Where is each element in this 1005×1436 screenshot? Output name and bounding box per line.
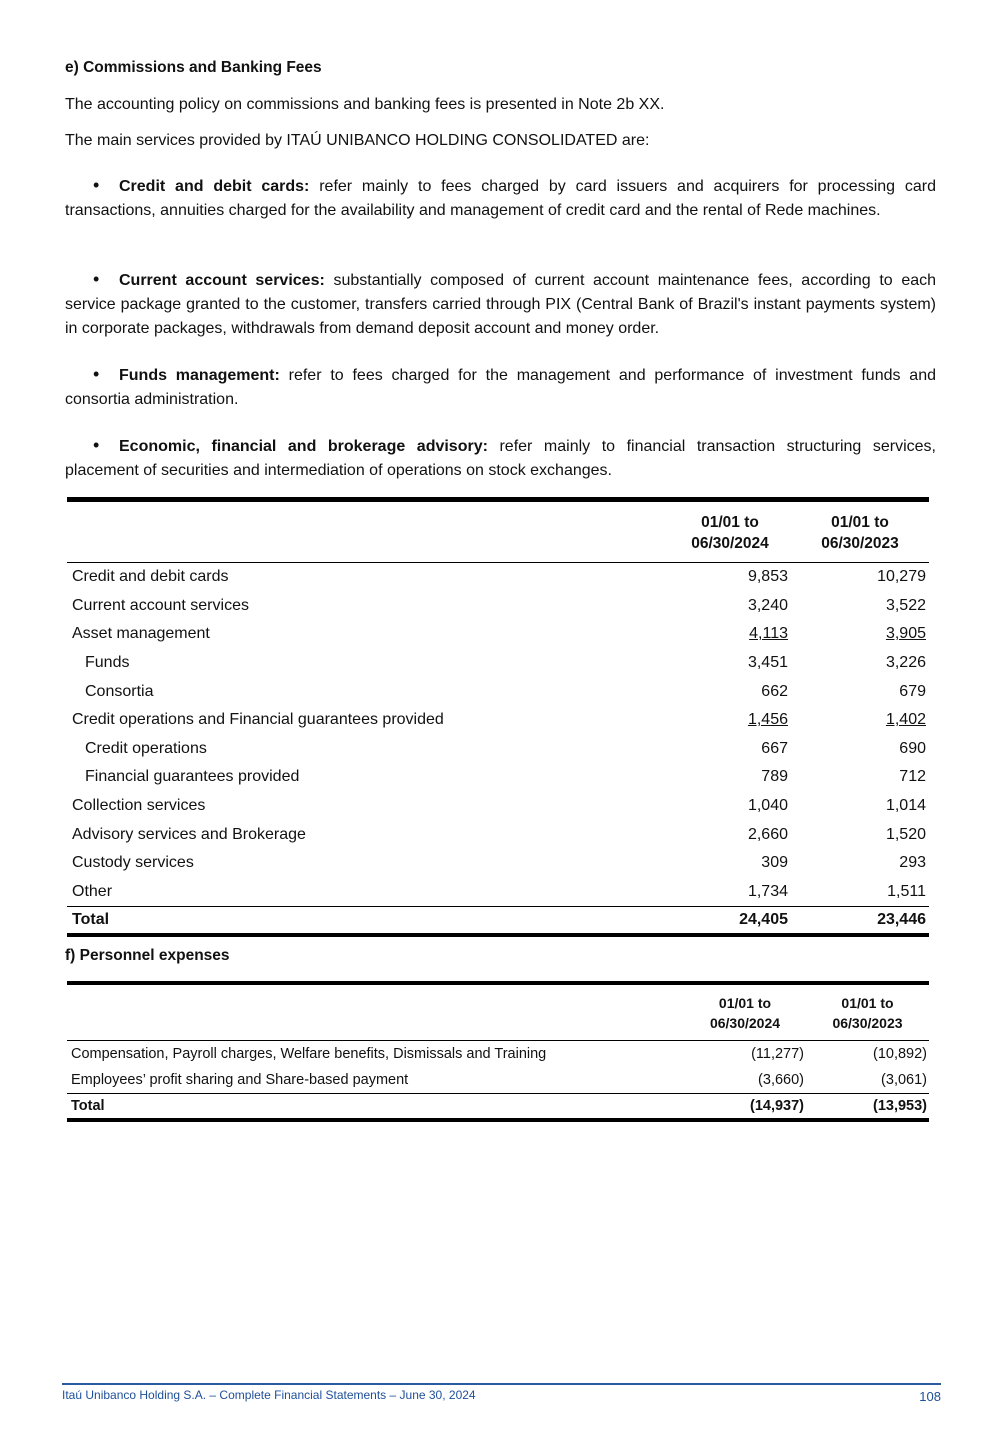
table-row bbox=[67, 592, 929, 621]
row-label: Credit operations and Financial guarantees provided bbox=[72, 711, 444, 729]
value-2023: 1,014 bbox=[885, 797, 926, 815]
table-row bbox=[67, 649, 929, 678]
value-2023: 3,905 bbox=[885, 625, 926, 643]
row-label: Employees’ profit sharing and Share-based payment bbox=[71, 1072, 409, 1088]
row-label: Consortia bbox=[85, 682, 154, 700]
value-2024: 1,456 bbox=[747, 711, 788, 729]
bullet-funds-management bbox=[65, 362, 936, 412]
footer-text: Itaú Unibanco Holding S.A. – Complete Financial Statements – June 30, 2024 bbox=[62, 1388, 476, 1402]
value-2024: 309 bbox=[761, 854, 788, 872]
header-blank bbox=[67, 983, 684, 1041]
value-2024: 4,113 bbox=[749, 625, 788, 643]
bullet-term: Current account services: bbox=[119, 272, 325, 289]
bullet-text: refer to fees charged for the management and performance of investment funds and consortia administration. bbox=[65, 367, 936, 408]
value-2023: 3,522 bbox=[885, 596, 926, 614]
table-row bbox=[67, 820, 929, 849]
row-label: Financial guarantees provided bbox=[85, 768, 300, 786]
bullet-term: Economic, financial and brokerage advisory: bbox=[119, 438, 488, 455]
value-2024: 789 bbox=[761, 768, 788, 786]
commissions-fees-table bbox=[67, 497, 929, 937]
value-2024: 3,451 bbox=[747, 654, 788, 672]
row-label: Custody services bbox=[72, 854, 194, 872]
value-2023: 293 bbox=[899, 854, 926, 872]
column-header-2023: 01/01 to 06/30/2023 bbox=[821, 514, 899, 552]
row-label: Current account services bbox=[72, 596, 249, 614]
value-2024: 9,853 bbox=[747, 568, 788, 586]
value-2024: 3,240 bbox=[747, 596, 788, 614]
total-label: Total bbox=[71, 1098, 105, 1114]
column-header-2024: 01/01 to 06/30/2024 bbox=[709, 995, 781, 1031]
table-row bbox=[67, 792, 929, 821]
row-label: Credit operations bbox=[85, 739, 207, 757]
bullet-term: Funds management: bbox=[119, 367, 280, 384]
table-row bbox=[67, 620, 929, 649]
table-header-row bbox=[67, 500, 929, 563]
table-total-row bbox=[67, 1094, 929, 1121]
table-row bbox=[67, 563, 929, 592]
bullet-dot: • bbox=[93, 269, 100, 289]
value-2023: 10,279 bbox=[877, 568, 926, 586]
table-row bbox=[67, 878, 929, 907]
header-blank bbox=[67, 500, 669, 563]
row-label: Asset management bbox=[72, 625, 210, 643]
section-f-title: f) Personnel expenses bbox=[65, 947, 230, 964]
bullet-dot: • bbox=[93, 175, 100, 195]
bullet-dot: • bbox=[93, 435, 100, 455]
value-2023: 1,402 bbox=[885, 711, 926, 729]
table-row bbox=[67, 849, 929, 878]
column-header-2024: 01/01 to 06/30/2024 bbox=[691, 514, 769, 552]
value-2023: 1,511 bbox=[887, 882, 926, 900]
value-2023: (10,892) bbox=[872, 1046, 927, 1062]
bullet-text: refer mainly to financial transaction structuring services, placement of securities and intermediation of operations on stock exchanges. bbox=[65, 438, 936, 479]
value-2024: 1,040 bbox=[747, 797, 788, 815]
table-row bbox=[67, 1041, 929, 1068]
table-row bbox=[67, 735, 929, 764]
value-2023: 712 bbox=[899, 768, 926, 786]
row-label: Compensation, Payroll charges, Welfare benefits, Dismissals and Training bbox=[71, 1046, 547, 1062]
total-2023: (13,953) bbox=[872, 1098, 927, 1114]
bullet-advisory bbox=[65, 433, 936, 483]
value-2024: (11,277) bbox=[751, 1046, 804, 1062]
section-e-paragraph-1: The accounting policy on commissions and banking fees is presented in Note 2b XX. bbox=[65, 96, 665, 113]
value-2024: 1,734 bbox=[747, 882, 788, 900]
bullet-credit-debit-cards bbox=[65, 173, 936, 223]
row-label: Other bbox=[72, 882, 113, 900]
bullet-current-account-services bbox=[65, 267, 936, 341]
value-2024: 2,660 bbox=[747, 825, 788, 843]
value-2023: 679 bbox=[899, 682, 926, 700]
row-label: Credit and debit cards bbox=[72, 568, 229, 586]
total-2024: (14,937) bbox=[749, 1098, 804, 1114]
table-row bbox=[67, 763, 929, 792]
table-row bbox=[67, 706, 929, 735]
row-label: Funds bbox=[85, 654, 130, 672]
table-row bbox=[67, 677, 929, 706]
bullet-term: Credit and debit cards: bbox=[119, 178, 310, 195]
value-2023: 690 bbox=[899, 739, 926, 757]
table-total-row bbox=[67, 907, 929, 936]
value-2023: 1,520 bbox=[885, 825, 926, 843]
table-row bbox=[67, 1067, 929, 1094]
row-label: Collection services bbox=[72, 797, 206, 815]
section-e-paragraph-2: The main services provided by ITAÚ UNIBANCO HOLDING CONSOLIDATED are: bbox=[65, 132, 650, 149]
column-header-2023: 01/01 to 06/30/2023 bbox=[832, 995, 903, 1031]
value-2024: 667 bbox=[761, 739, 788, 757]
value-2024: 662 bbox=[761, 682, 788, 700]
value-2023: (3,061) bbox=[881, 1072, 927, 1088]
total-2024: 24,405 bbox=[739, 911, 788, 929]
bullet-text: refer mainly to fees charged by card issuers and acquirers for processing card transactions, annuities charged for the availability and management of credit card and the rental of Rede machines. bbox=[65, 178, 937, 219]
section-e-title: e) Commissions and Banking Fees bbox=[65, 59, 322, 76]
row-label: Advisory services and Brokerage bbox=[72, 825, 306, 843]
bullet-text: substantially composed of current account maintenance fees, according to each service package granted to the customer, transfers carried through PIX (Central Bank of Brazil's instant payments system) in corporate packages, withdrawals from demand deposit account and money order. bbox=[65, 272, 937, 337]
value-2024: (3,660) bbox=[758, 1072, 804, 1088]
bullet-dot: • bbox=[93, 364, 100, 384]
page-number: 108 bbox=[919, 1389, 941, 1404]
total-label: Total bbox=[72, 911, 110, 929]
value-2023: 3,226 bbox=[885, 654, 926, 672]
personnel-expenses-table bbox=[67, 981, 929, 1122]
table-header-row bbox=[67, 983, 929, 1041]
total-2023: 23,446 bbox=[877, 911, 926, 929]
footer-divider bbox=[62, 1383, 941, 1385]
